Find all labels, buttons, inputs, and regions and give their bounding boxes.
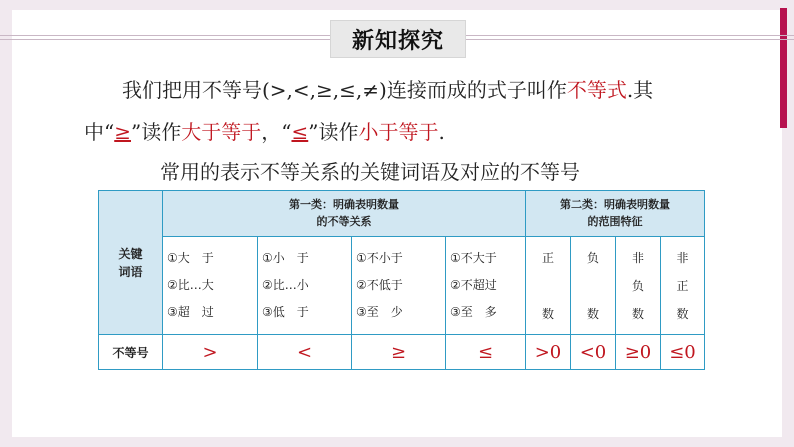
- key-term: 不等式: [566, 78, 627, 102]
- word-item: ③至 多: [450, 305, 497, 319]
- symbol-cell: ≥: [352, 335, 446, 370]
- word-item: ①大 于: [167, 251, 214, 265]
- words-cell: [352, 237, 446, 335]
- symbol-cell: ≥0: [616, 335, 661, 370]
- word-item: ①不小于: [356, 251, 403, 265]
- paragraph-line-1: [122, 74, 653, 103]
- text-span: .: [438, 120, 445, 144]
- text-span: ，“: [261, 120, 292, 144]
- text-span: 中“: [84, 120, 115, 144]
- symbol-cell: >0: [526, 335, 571, 370]
- symbol-cell: ≤: [446, 335, 526, 370]
- text-span: ”读作: [308, 120, 359, 144]
- vertical-word: 非 正 数: [661, 237, 705, 335]
- header-group-1: 第一类：明确表明数量 的不等关系: [163, 191, 526, 237]
- symbol-cell: <: [258, 335, 352, 370]
- symbol-cell: >: [163, 335, 258, 370]
- words-cell: [446, 237, 526, 335]
- header-group-2: 第二类：明确表明数量 的范围特征: [526, 191, 705, 237]
- table-caption: 常用的表示不等关系的关键词语及对应的不等号: [160, 160, 580, 184]
- header-key-words: 关键 词语: [99, 191, 163, 335]
- symbol-le: ≤: [291, 120, 309, 144]
- word-item: ③至 少: [356, 305, 403, 319]
- row-label-symbol: 不等号: [99, 335, 163, 370]
- keyword-table: [98, 190, 705, 370]
- symbol-ge: ≥: [114, 120, 131, 144]
- word-item: ②不超过: [450, 278, 497, 292]
- vertical-word: 正 数: [526, 237, 571, 335]
- vertical-word: 非 负 数: [616, 237, 661, 335]
- text-span: .其: [626, 78, 654, 102]
- word-item: ②比…小: [262, 278, 309, 292]
- word-item: ③超 过: [167, 305, 214, 319]
- vertical-word: 负 数: [571, 237, 616, 335]
- key-term: 小于等于: [358, 120, 439, 144]
- symbol-cell: <0: [571, 335, 616, 370]
- text-span: ”读作: [131, 120, 182, 144]
- words-cell: [258, 237, 352, 335]
- text-span: 我们把用不等号(>,<,≥,≤,≠)连接而成的式子叫作: [122, 78, 567, 102]
- word-item: ②不低于: [356, 278, 403, 292]
- key-term: 大于等于: [181, 120, 262, 144]
- word-item: ②比…大: [167, 278, 214, 292]
- word-item: ③低 于: [262, 305, 309, 319]
- symbol-cell: ≤0: [661, 335, 705, 370]
- section-title: 新知探究: [330, 20, 466, 58]
- word-item: ①小 于: [262, 251, 309, 265]
- word-item: ①不大于: [450, 251, 497, 265]
- words-cell: [163, 237, 258, 335]
- paragraph-line-2: [84, 116, 445, 145]
